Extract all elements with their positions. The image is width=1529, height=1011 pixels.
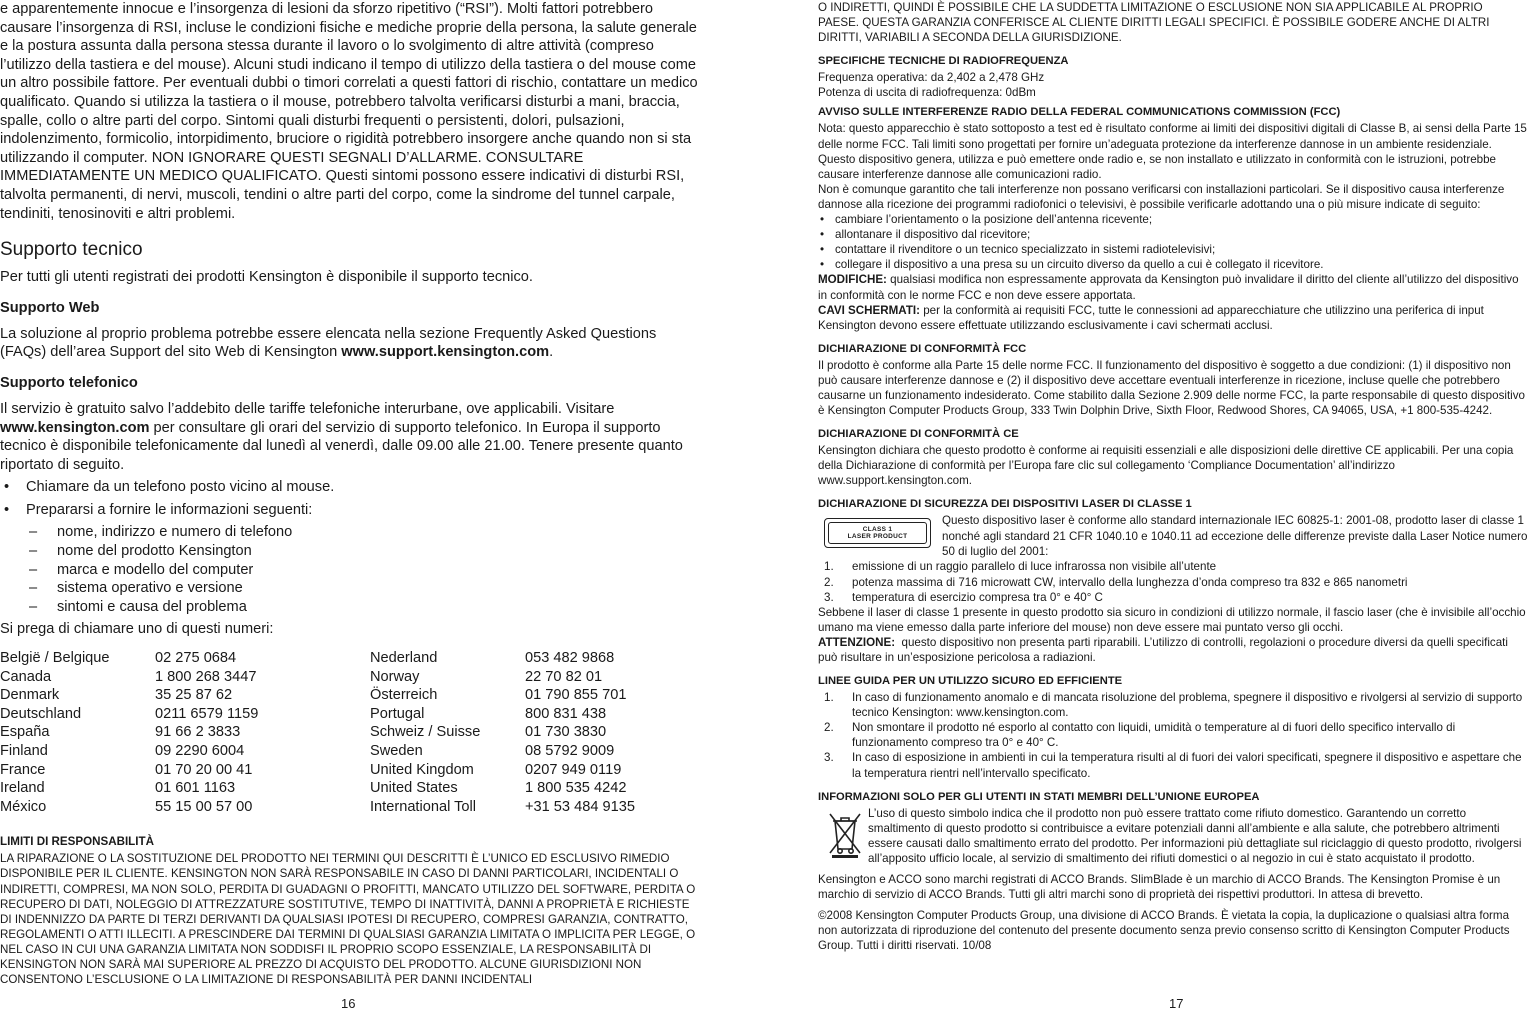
support-title: Supporto tecnico (0, 239, 143, 261)
ce-heading: DICHIARAZIONE DI CONFORMITÀ CE (818, 428, 1019, 441)
list-item: 1. emissione di un raggio parallelo di luce infrarossa non visibile all’utente (824, 560, 1217, 574)
fcc-text: Nota: questo apparecchio è stato sottoposto a test ed è risultato conforme ai limiti dei dispositivi digitali di Classe B, ai sensi della Parte 15 delle norme FCC. Tali limiti sono progettati per fornire un’adeguata protezione da interferenze dannose in un ambiente residenziale. Questo dispositivo genera, utilizza e può emettere onde radio e, se non installato e utilizzato in conformità con le istruzioni, potrebbe causare interferenze dannose alle comunicazioni radio. (818, 122, 1527, 181)
support-link[interactable]: www.support.kensington.com (341, 344, 550, 361)
list-item: 2. Non smontare il prodotto né esporlo al contatto con liquidi, umidità o temperature al di fuori dello specifico intervallo di funzionamento compreso tra 0° e 40° C. (824, 721, 1456, 750)
phone-support-heading: Supporto telefonico (0, 374, 138, 391)
laser-heading: DICHIARAZIONE DI SICUREZZA DEI DISPOSITIVI LASER DI CLASSE 1 (818, 498, 1192, 511)
table-cell: 91 66 2 3833 (155, 724, 241, 741)
laser-text: Questo dispositivo laser è conforme allo standard internazionale IEC 60825-1: 2001-08, prodotto laser di classe 1 nonché agli standard 21 CFR 1040.10 e 1040.11 ad eccezione delle differenze previste dalla Laser Notice numero 50 di luglio del 2001: (942, 514, 1528, 558)
table-cell: España (0, 724, 50, 741)
list-item: 3. temperatura di esercizio compresa tra 0° e 40° C (824, 590, 1103, 604)
ce-text: Kensington dichiara che questo prodotto è conforme ai requisiti essenziali e alle disposizioni delle direttive CE applicabili. Per una copia della Dichiarazione di conformità per l’Europa fare clic sul collegamento ‘Compliance Documentation’ all’indirizzo www.support.kensington.com. (818, 444, 1514, 488)
table-cell: 01 601 1163 (155, 780, 236, 797)
table-cell: Finland (0, 743, 48, 759)
table-cell: 01 790 855 701 (525, 687, 627, 704)
laser-class1-label-icon (824, 518, 931, 548)
list-item: • allontanare il dispositivo dal ricevitore; (820, 228, 1031, 242)
table-cell: 1 800 268 3447 (155, 668, 257, 685)
shielded-cables-text: CAVI SCHERMATI: per la conformità ai requisiti FCC, tutte le connessioni ad apparecchiature che utilizzino una periferica di input Kensington devono essere effettuate utilizzando esclusivamente i cavi schermati acclusi. (818, 303, 1484, 332)
list-item: • collegare il dispositivo a una presa su un circuito diverso da quello a cui è collegato il ricevitore. (820, 258, 1324, 272)
list-item: – nome del prodotto Kensington (29, 543, 252, 560)
list-item: – sistema operativo e versione (29, 580, 243, 597)
list-item: • cambiare l’orientamento o la posizione dell’antenna ricevente; (820, 213, 1153, 227)
table-cell: United Kingdom (370, 761, 474, 778)
table-cell: France (0, 761, 46, 778)
list-item: 1. In caso di funzionamento anomalo e di mancata risoluzione del problema, spegnere il dispositivo e rivolgersi al servizio di supporto tecnico Kensington: www.kensington.com. (824, 691, 1523, 720)
modifications-text: MODIFICHE: qualsiasi modifica non espressamente approvata da Kensington può invalidare il diritto del cliente all’utilizzo del dispositivo in conformità con le norme FCC e non deve essere apportata. (818, 273, 1519, 302)
table-cell: 0207 949 0119 (525, 761, 622, 778)
trademark-text: Kensington e ACCO sono marchi registrati di ACCO Brands. SlimBlade è un marchio di ACCO Brands. The Kensington Promise è un marchio di servizio di ACCO Brands. Tutti gli altri marchi sono di proprietà dei rispettivi produttori. In attesa di brevetto. (818, 873, 1501, 902)
page-number: 17 (1169, 996, 1184, 1011)
table-cell: 01 730 3830 (525, 724, 607, 741)
table-cell: 02 275 0684 (155, 650, 237, 667)
rf-heading: SPECIFICHE TECNICHE DI RADIOFREQUENZA (818, 55, 1069, 68)
list-item: – sintomi e causa del problema (29, 598, 247, 615)
liability-heading: LIMITI DI RESPONSABILITÀ (0, 835, 154, 849)
phone-support-text: Il servizio è gratuito salvo l’addebito delle tariffe telefoniche interurbane, ove applicabili. Visitare www.kensington.com per consultare gli orari del servizio di supporto telefonico. In Europa il supporto tecnico è disponibile telefonicamente dal lunedì al venerdì, dalle 09.00 alle 21.00. Tenere presente quanto riportato di seguito. (0, 400, 683, 473)
table-cell: Ireland (0, 780, 45, 797)
support-intro: Per tutti gli utenti registrati dei prodotti Kensington è disponibile il supporto tecnico. (0, 269, 533, 286)
table-cell: Schweiz / Suisse (370, 724, 481, 741)
table-cell: 35 25 87 62 (155, 687, 233, 704)
fcc-doc-text: Il prodotto è conforme alla Parte 15 delle norme FCC. Il funzionamento del dispositivo è soggetto a due condizioni: (1) il dispositivo non può causare interferenze dannose e (2) il dispositivo deve accettare eventuali interferenze in ricezione, incluse quelle che potrebbero causarne un funzionamento indesiderato. Come stabilito dalla Sezione 2.909 delle norme FCC, la parte responsabile di questo dispositivo è Kensington Computer Products Group, 333 Twin Dolphin Drive, Sixth Floor, Redwood Shores, CA 94065, USA, +1 800-535-4242. (818, 358, 1525, 418)
liability-continued: O INDIRETTI, QUINDI È POSSIBILE CHE LA SUDDETTA LIMITAZIONE O ESCLUSIONE NON SIA APPLICABILE AL PROPRIO PAESE. QUESTA GARANZIA CONFERISCE AL CLIENTE DIRITTI LEGALI SPECIFICI. È POSSIBILE GODERE ANCHE DI ALTRI DIRITTI, VARIABILI A SECONDA DELLA GIURISDIZIONE. (818, 1, 1490, 45)
table-cell: Denmark (0, 687, 60, 704)
list-item: – marca e modello del computer (29, 561, 254, 578)
attention-text: ATTENZIONE: questo dispositivo non presenta parti riparabili. L’utilizzo di controlli, regolazioni o procedure diversi da quelli specificati può risultare in un’esposizione pericolosa a radiazioni. (818, 635, 1508, 664)
table-cell: Nederland (370, 650, 438, 667)
eu-heading: INFORMAZIONI SOLO PER GLI UTENTI IN STATI MEMBRI DELL’UNIONE EUROPEA (818, 790, 1260, 803)
list-item: • Prepararsi a fornire le informazioni seguenti: (4, 501, 313, 518)
list-item: • contattare il rivenditore o un tecnico specializzato in sistemi radiotelevisivi; (820, 243, 1216, 257)
page-16 (0, 0, 760, 1011)
list-item: • Chiamare da un telefono posto vicino al mouse. (4, 479, 335, 496)
table-cell: +31 53 484 9135 (525, 798, 635, 815)
laser-label-line: CLASS 1 (862, 526, 893, 534)
copyright-text: ©2008 Kensington Computer Products Group, una divisione di ACCO Brands. È vietata la copia, la duplicazione o qualsiasi altra forma non autorizzata di riproduzione del contenuto del presente documento senza previo consenso scritto di Kensington Computer Products Group. Tutti i diritti riservati. 10/08 (818, 909, 1510, 953)
list-item: 2. potenza massima di 716 microwatt CW, intervallo della lunghezza d’onda compreso tra 832 e 865 nanometri (824, 575, 1408, 589)
rf-line: Frequenza operativa: da 2,402 a 2,478 GHz (818, 71, 1045, 85)
page-number: 16 (341, 996, 356, 1011)
web-support-text: La soluzione al proprio problema potrebbe essere elencata nella sezione Frequently Asked Questions (FAQs) dell’area Support del sito Web di Kensington www.support.kensington.com. (0, 325, 657, 361)
table-cell: 55 15 00 57 00 (155, 798, 253, 815)
table-cell: Sweden (370, 743, 423, 759)
table-cell: United States (370, 780, 458, 797)
table-cell: 0211 6579 1159 (155, 705, 259, 722)
laser-text-2: Sebbene il laser di classe 1 presente in questo prodotto sia sicuro in condizioni di utilizzo normale, il fascio laser (che è invisibile all’occhio umano ma viene emesso dalla parte inferiore del mouse) non deve essere mai puntato verso gli occhi. (818, 605, 1526, 634)
table-cell: Österreich (370, 687, 438, 704)
table-cell: Portugal (370, 705, 425, 722)
kensington-link[interactable]: www.kensington.com (0, 419, 150, 436)
table-cell: 01 70 20 00 41 (155, 761, 253, 778)
page-17 (818, 0, 1529, 1011)
fcc-heading: AVVISO SULLE INTERFERENZE RADIO DELLA FEDERAL COMMUNICATIONS COMMISSION (FCC) (818, 106, 1341, 119)
table-cell: 22 70 82 01 (525, 668, 603, 685)
list-item: 3. In caso di esposizione in ambienti in cui la temperatura risulti al di fuori dei valori specificati, spegnere il dispositivo e aspettare che la temperatura rientri nell’intervallo specificato. (824, 751, 1522, 780)
table-cell: 09 2290 6004 (155, 743, 245, 759)
web-support-heading: Supporto Web (0, 299, 100, 316)
table-cell: Deutschland (0, 705, 82, 722)
liability-text: LA RIPARAZIONE O LA SOSTITUZIONE DEL PRODOTTO NEI TERMINI QUI DESCRITTI È L’UNICO ED ESCLUSIVO RIMEDIO DISPONIBILE PER IL CLIENTE. KENSINGTON NON SARÀ RESPONSABILE IN CASO DI DANNI PARTICOLARI, INCIDENTALI O INDIRETTI, COMPRESI, MA NON SOLO, PERDITA DI GUADAGNI O PROFITTI, MANCATO UTILIZZO DEL SOFTWARE, PERDITA O RECUPERO DI DATI, NOLEGGIO DI ATTREZZATURE SOSTITUTIVE, TEMPO DI INATTIVITÀ, DANNI A PROPRIETÀ E RICHIESTE DI INDENNIZZO DA PARTE DI TERZI DERIVANTI DA QUALSIASI IPOTESI DI RECUPERO, COMPRESI GARANZIA, CONTRATTO, REGOLAMENTI O ATTI ILLECITI. A PRESCINDERE DAI TERMINI DI QUALSIASI GARANZIA LIMITATA O IMPLICITA PER LEGGE, O NEL CASO IN CUI UNA GARANZIA LIMITATA NON SODDISFI IL PROPRIO SCOPO ESSENZIALE, LA RESPONSABILITÀ DI KENSINGTON NON SARÀ MAI SUPERIORE AL PREZZO DI ACQUISTO DEL PRODOTTO. ALCUNE GIURISDIZIONI NON CONSENTONO L’ESCLUSIONE O LA LIMITAZIONE DI RESPONSABILITÀ PER DANNI INCIDENTALI (0, 852, 696, 987)
call-text: Si prega di chiamare uno di questi numeri: (0, 621, 274, 638)
table-cell: Canada (0, 668, 52, 685)
rf-line: Potenza di uscita di radiofrequenza: 0dBm (818, 86, 1036, 100)
table-cell: België / Belgique (0, 650, 110, 667)
phone-table (0, 649, 760, 816)
guidelines-heading: LINEE GUIDA PER UN UTILIZZO SICURO ED EFFICIENTE (818, 675, 1123, 688)
laser-section (818, 513, 1529, 559)
fcc-doc-heading: DICHIARAZIONE DI CONFORMITÀ FCC (818, 342, 1027, 355)
laser-label-line: LASER PRODUCT (847, 533, 908, 541)
fcc-text: Non è comunque garantito che tali interferenze non possano verificarsi con installazioni particolari. Se il dispositivo causa interferenze dannose alla ricezione dei programmi radiofonici o televisivi, è possibile verificarle adottando una o più misure indicate di seguito: (818, 182, 1505, 211)
table-cell: 053 482 9868 (525, 650, 615, 667)
eu-section (818, 806, 1529, 866)
table-cell: 1 800 535 4242 (525, 780, 627, 797)
rsi-intro: e apparentemente innocue e l’insorgenza di lesioni da sforzo ripetitivo (“RSI”). Molti fattori potrebbero causare l’insorgenza di RSI, incluse le condizioni fisiche e mediche proprie della persona, la salute generale e la postura assunta dalla persona stessa durante il lavoro o lo svolgimento di altre attività (compreso l’utilizzo della tastiera e del mouse). Alcuni studi indicano il tempo di utilizzo della tastiera o del mouse come un altro possibile fattore. Per eventuali dubbi o timori correlati a questi fattori di rischio, contattare un medico qualificato. Quando si utilizza la tastiera o il mouse, potrebbero talvolta verificarsi disturbi a mani, braccia, spalle, collo o altre parti del corpo. Sintomi quali disturbi frequenti o persistenti, dolori, pulsazioni, indolenzimento, formicolio, intorpidimento, bruciore o rigidità potrebbero insorgere anche quando non si sta utilizzando il computer. NON IGNORARE QUESTI SEGNALI D’ALLARME. CONSULTARE IMMEDIATAMENTE UN MEDICO QUALIFICATO. Questi sintomi possono essere indicativi di disturbi RSI, talvolta permanenti, di nervi, muscoli, tendini o altre parti del corpo, come la sindrome del tunnel carpale, tendiniti, tenosinoviti e altri problemi. (0, 1, 698, 222)
table-cell: 08 5792 9009 (525, 743, 615, 759)
table-cell: México (0, 798, 47, 815)
weee-bin-icon (826, 809, 864, 859)
list-item: – nome, indirizzo e numero di telefono (29, 524, 293, 541)
table-cell: International Toll (370, 798, 477, 815)
table-cell: 800 831 438 (525, 705, 607, 722)
table-cell: Norway (370, 668, 420, 685)
eu-text: L’uso di questo simbolo indica che il prodotto non può essere trattato come rifiuto domestico. Garantendo un corretto smaltimento di questo prodotto si contribuisce a evitare potenziali danni all’ambiente e alla salute, che potrebbero altrimenti essere causati dallo smaltimento errato del prodotto. Per informazioni più dettagliate sul riciclaggio di questo prodotto, rivolgersi all’apposito ufficio locale, al servizio di smaltimento dei rifiuti domestici o al negozio in cui è stato acquistato il prodotto. (868, 806, 1522, 865)
